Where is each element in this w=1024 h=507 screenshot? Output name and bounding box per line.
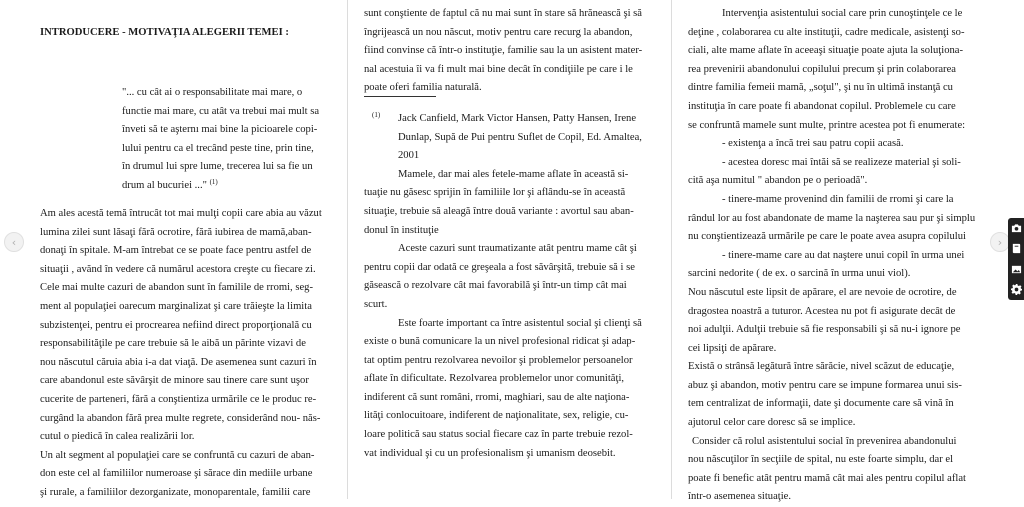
- text-line: ciali, alte mame aflate în aceeaşi situaţie poate ajuta la soluţiona-: [688, 45, 964, 57]
- next-page-button[interactable]: ›: [990, 232, 1010, 252]
- text-line: scurt.: [364, 298, 388, 310]
- text-line: Există o strânsă legătură între sărăcie, nivel scăzut de educaţie,: [688, 361, 955, 373]
- text-line: Intervenţia asistentului social care prin cunoştinţele ce le: [722, 8, 963, 19]
- text-line: Cele mai multe cazuri de abandon sunt în familile de rromi, seg-: [40, 282, 313, 294]
- text-line: vat individual şi cu un profesionalism şi umanism deosebit.: [364, 447, 616, 459]
- text-line: îngrijească un nou născut, motiv pentru care recurg la abandon,: [364, 26, 633, 38]
- previous-page-button[interactable]: ‹: [4, 232, 24, 252]
- column-3-text: [688, 5, 978, 507]
- text-line: noi adulţii. Adulţii trebuie să fie responsabili şi să nu-i ignore pe: [688, 324, 961, 336]
- text-line: situaţie, trebuie să aleagă între două variante : avortul sau aban-: [364, 205, 634, 217]
- section-heading: INTRODUCERE - MOTIVAŢIA ALEGERII TEMEI :: [40, 27, 289, 38]
- text-line: - acestea doresc mai întăi să se realizeze material şi soli-: [722, 156, 961, 168]
- text-line: Este foarte important ca între asistentul social şi clienţi să: [398, 317, 642, 329]
- text-line: abuz şi abandon, motiv pentru care se impune formarea unui sis-: [688, 379, 962, 391]
- text-line: responsabilităţile pe care trebuie să le aibă un părinte vizavi de: [40, 338, 306, 350]
- text-line: deţine , colaborarea cu alte instituţii, cadre medicale, asistenţi so-: [688, 26, 965, 38]
- text-line: poate oferi familia naturală.: [364, 82, 482, 94]
- column-divider-1: [347, 0, 348, 499]
- text-line: fiind convinse că într-o instituţie, familie sau la un asistent mater-: [364, 45, 643, 57]
- text-line: Un alt segment al populaţiei care se confruntă cu cazuri de aban-: [40, 449, 315, 461]
- text-line: situaţii , avănd în vedere că numărul acestora creşte cu fiecare zi.: [40, 263, 316, 275]
- text-line: cită aşa numitul " abandon pe o perioadă".: [688, 175, 868, 187]
- text-line: tat optim pentru rezolvarea nevoilor şi problemelor persoanelor: [364, 354, 633, 366]
- quote-line: lului pentru ca el trecând peste tine, prin tine,: [122, 142, 314, 154]
- image-icon[interactable]: [1009, 262, 1023, 276]
- column-1-text: [40, 205, 331, 503]
- text-line: Am ales acestă temă întrucât tot mai mulţi copii care abia au văzut: [40, 208, 322, 219]
- gear-icon[interactable]: [1009, 283, 1023, 297]
- text-line: don este cel al familiilor numeroase şi sărace din mediile urbane: [40, 468, 313, 480]
- text-line: tuaţie nu găsesc sprijin în familiile lor şi aflându-se în această: [364, 187, 626, 199]
- text-line: rea prevenirii abandonului copilului precum şi prin colaborarea: [688, 63, 956, 75]
- side-toolbar: [1008, 218, 1024, 300]
- footnote-separator: [364, 96, 436, 97]
- text-line: - tinere-mame care au dat naştere unui copil în urma unei: [722, 249, 965, 261]
- text-line: se confruntă mamele sunt multe, printre acestea pot fi enumerate:: [688, 119, 966, 131]
- text-line: sunt conştiente de faptul că nu mai sunt în stare să hrănească şi să: [364, 8, 642, 19]
- quote-line: în drumul lui spre lume, trecerea lui sa fie un: [122, 161, 313, 173]
- footnote-line: Dunlap, Supă de Pui pentru Suflet de Copil, Ed. Amaltea,: [398, 131, 642, 143]
- quote-line: "... cu cât ai o responsabilitate mai mare, o: [122, 87, 303, 98]
- text-line: lităţi conlocuitoare, indiferent de naţionalitate, sex, religie, cu-: [364, 410, 629, 422]
- text-line: lumina zilei sunt lăsaţi fără ocrotire, fără iubirea de mamă,aban-: [40, 226, 312, 238]
- text-line: ajutorul celor care doresc să se implice.: [688, 417, 856, 429]
- text-line: Aceste cazuri sunt traumatizante atât pentru mame cât şi: [398, 243, 637, 255]
- footnote-line: Jack Canfield, Mark Victor Hansen, Patty Hansen, Irene: [398, 112, 637, 124]
- text-line: cucerite de parteneri, fără a conştientiza urmările ce le produc re-: [40, 393, 317, 405]
- quote-line: înveti să te aşternı mai bine la picioarele copi-: [122, 124, 318, 136]
- text-line: tem centralizat de informaţii, date şi documente care să vină în: [688, 398, 954, 410]
- text-line: curgând la abandon fără prea multe regrete, considerând nou- năs-: [40, 412, 321, 424]
- quote-footnote-ref: (1): [209, 177, 218, 186]
- text-line: nu conştientizează urmările pe care le poate avea asupra copilului: [688, 231, 966, 243]
- text-line: şi rurale, a familiilor dezorganizate, monoparentale, familii care: [40, 486, 311, 498]
- quote-line: drum al bucuriei ..." $^{(1)}$: [122, 177, 218, 191]
- camera-icon[interactable]: [1009, 221, 1023, 235]
- footnote: [364, 110, 655, 166]
- text-line: poate fi benefic atât pentru mamă cât mai ales pentru copilul aflat: [688, 472, 966, 484]
- text-line: rândul lor au fost abandonate de mame la naşterea sau pur şi simplu: [688, 212, 976, 224]
- column-2-text: [364, 5, 655, 463]
- text-line: într-o asemenea situaţie.: [688, 491, 792, 503]
- text-line: donul în instituţie: [364, 224, 439, 236]
- text-line: nal acestuia îi va fi mult mai bine decât în condiţiile pe care i le: [364, 63, 633, 75]
- text-line: instituţia în care poate fi abandonat copilul. Problemele cu care: [688, 100, 956, 112]
- text-line: ment al populaţiei oarecum marginalizat şi care trăieşte la limita: [40, 300, 312, 312]
- text-line: dintre familia femeii mamă, „soţul", şi nu în ultimă instanţă cu: [688, 82, 953, 94]
- text-line: Consider că rolul asistentului social în prevenirea abandonului: [692, 435, 957, 447]
- text-line: găsească o rezolvare cât mai favorabilă şi într-un timp cât mai: [364, 280, 627, 292]
- column-divider-2: [671, 0, 672, 499]
- text-line: nou născutul căruia abia i-a dat viaţă. De asemenea sunt cazuri în: [40, 356, 317, 368]
- text-line: cutul o piedică în calea realizării lor.: [40, 431, 195, 443]
- text-line: loare politică sau status social fiecare caz în parte trebuie rezol-: [364, 429, 633, 441]
- text-line: sarcini nedorite ( de ex. o sarcină în urma unui viol).: [688, 268, 911, 280]
- footnote-line: 2001: [398, 150, 420, 162]
- epigraph-quote: [122, 84, 330, 196]
- text-line: aflate în dificultate. Rezolvarea problemelor unor comunităţi,: [364, 373, 625, 385]
- text-line: Mamele, dar mai ales fetele-mame aflate în această si-: [398, 168, 629, 180]
- text-line: dragostea noastră a tuturor. Acestea nu pot fi asigurate decât de: [688, 305, 956, 317]
- book-icon[interactable]: [1009, 242, 1023, 256]
- text-line: - existenţa a încă trei sau patru copii acasă.: [722, 138, 904, 150]
- text-line: existe o bună comunicare la un nivel profesional ridicat şi adap-: [364, 336, 636, 348]
- text-line: nou născuţilor în secţiile de spital, nu este foarte simplu, dar el: [688, 454, 954, 466]
- text-line: care abandonul este săvârşit de minore sau tinere care sunt uşor: [40, 375, 309, 387]
- text-line: pentru copii dar odată ce greşeala a fost săvârşită, trebuie să i se: [364, 261, 635, 273]
- text-line: - tinere-mame provenind din familii de rromi şi care la: [722, 193, 954, 205]
- text-line: donaţi în spitale. M-am întrebat ce se poate face pentru astfel de: [40, 245, 312, 257]
- text-line: Nou născutul este lipsit de apărare, el are nevoie de ocrotire, de: [688, 286, 957, 298]
- text-line: subzistenţei, pentru ei procrearea nefiind direct proporţională cu: [40, 319, 312, 331]
- footnote-marker: (1): [372, 110, 381, 119]
- text-line: cei lipsiţi de apărare.: [688, 342, 777, 354]
- quote-line: functie mai mare, cu atât va trebui mai mult sa: [122, 105, 320, 117]
- text-line: indiferent că sunt români, rromi, maghiari, sau de alte naţiona-: [364, 391, 630, 403]
